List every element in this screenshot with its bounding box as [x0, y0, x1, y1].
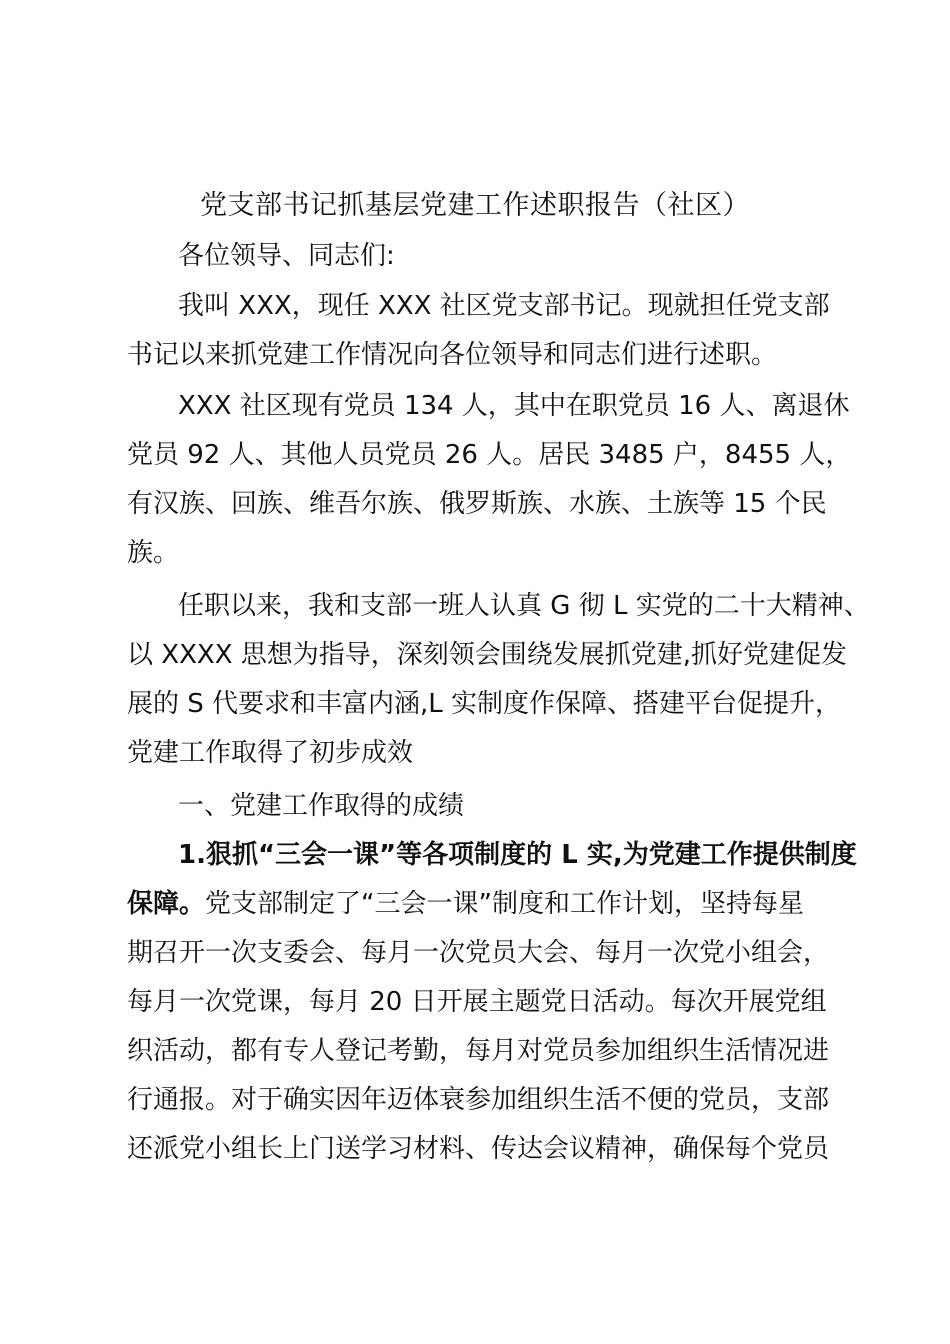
document-title: 党支部书记抓基层党建工作述职报告（社区） [200, 190, 750, 221]
paragraph-line: 书记以来抓党建工作情况向各位领导和同志们进行述职。 [127, 340, 778, 370]
paragraph-line: 展的 S 代要求和丰富内涵,L 实制度作保障、搭建平台促提升， [127, 689, 842, 719]
paragraph-line: 还派党小组长上门送学习材料、传达会议精神，确保每个党员 [127, 1134, 830, 1164]
paragraph-line: 有汉族、回族、维吾尔族、俄罗斯族、水族、土族等 15 个民 [127, 489, 827, 519]
paragraph-line: XXX 社区现有党员 134 人，其中在职党员 16 人、离退休 [178, 391, 850, 421]
paragraph-line: 行通报。对于确实因年迈体衰参加组织生活不便的党员，支部 [127, 1085, 830, 1115]
paragraph-line: 族。 [127, 538, 180, 568]
paragraph-line: 织活动，都有专人登记考勤，每月对党员参加组织生活情况进 [127, 1036, 830, 1066]
paragraph-line: 我叫 XXX，现任 XXX 社区党支部书记。现就担任党支部 [178, 291, 830, 321]
paragraph-line: 每月一次党课，每月 20 日开展主题党日活动。每次开展党组 [127, 987, 827, 1017]
subsection-heading: 1.狠抓“三会一课”等各项制度的 L 实,为党建工作提供制度 [178, 840, 857, 870]
paragraph-line: 党建工作取得了初步成效 [127, 738, 414, 768]
paragraph-line: 党员 92 人、其他人员党员 26 人。居民 3485 户，8455 人， [127, 440, 852, 470]
paragraph-text: 党支部制定了“三会一课”制度和工作计划，坚持每星 [205, 889, 804, 919]
paragraph-line: 任职以来，我和支部一班人认真 G 彻 L 实党的二十大精神、 [178, 591, 870, 621]
subsection-heading-end: 保障。 [127, 889, 206, 919]
paragraph-line: 以 XXXX 思想为指导，深刻领会围绕发展抓党建,抓好党建促发 [127, 640, 848, 670]
section-heading: 一、党建工作取得的成绩 [178, 791, 465, 821]
paragraph-line [127, 880, 804, 928]
salutation: 各位领导、同志们: [178, 241, 395, 271]
paragraph-line: 期召开一次支委会、每月一次党员大会、每月一次党小组会， [127, 938, 830, 968]
